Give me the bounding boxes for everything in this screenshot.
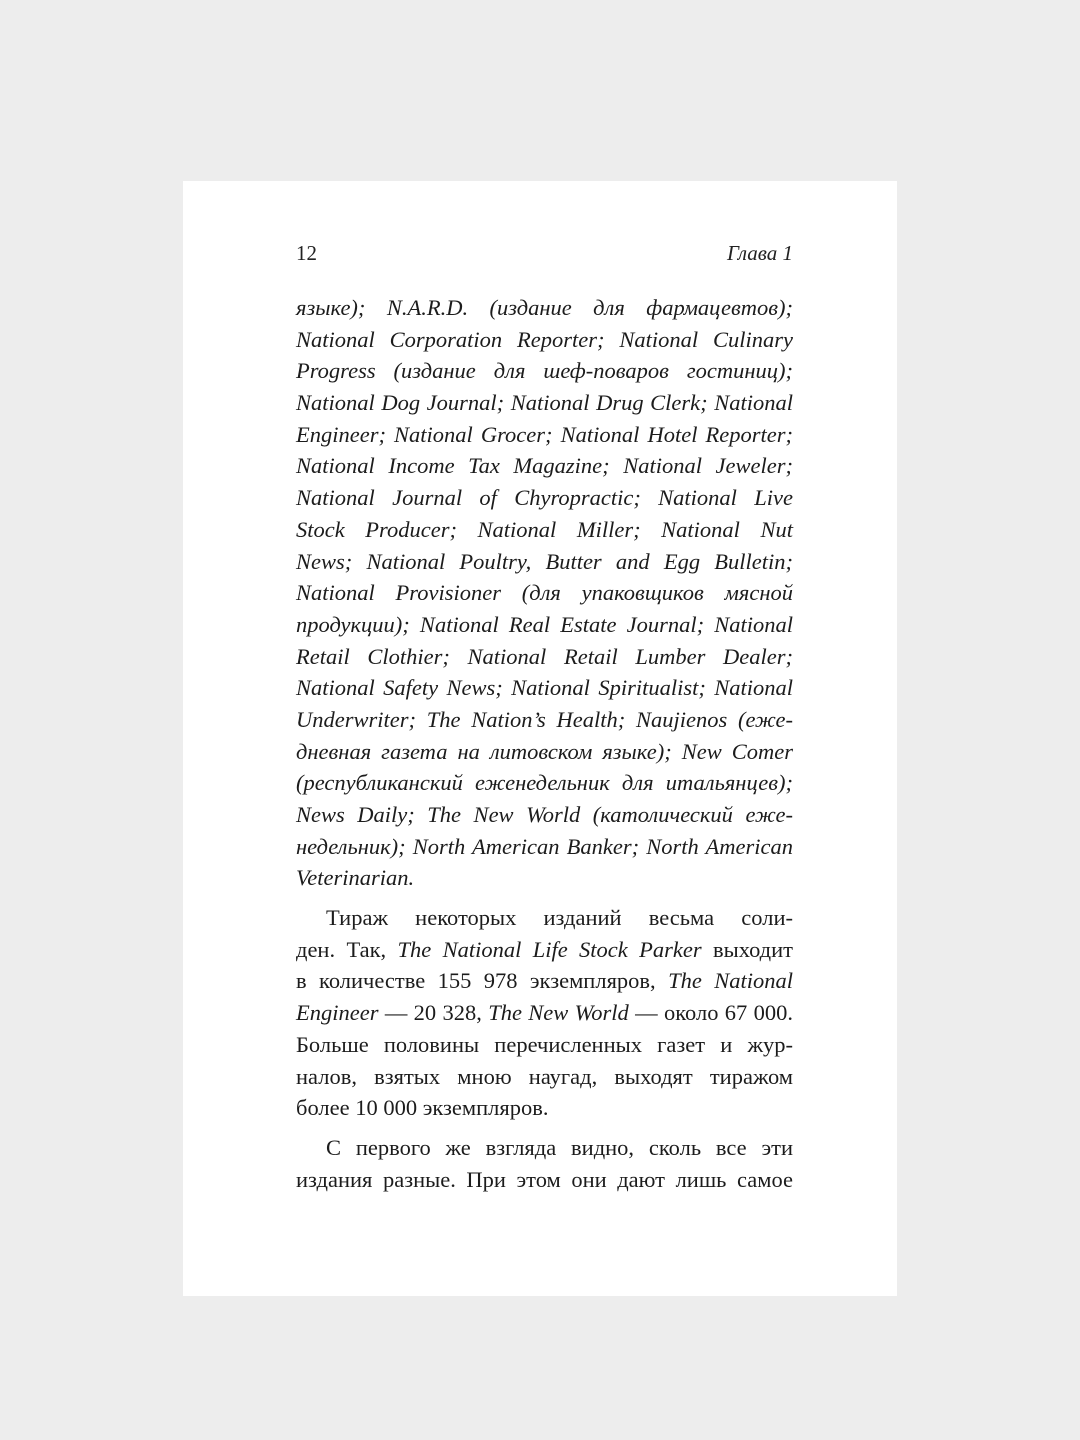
- text-line: News; National Poultry, Butter and Egg Bulletin;: [296, 548, 793, 574]
- publication-list: [296, 292, 793, 894]
- text-line: Тираж некоторых изданий весьма соли-: [326, 905, 793, 931]
- chapter-title: Глава 1: [727, 241, 793, 265]
- text-line: Stock Producer; National Miller; National Nut: [296, 516, 793, 542]
- body-text: [296, 292, 793, 1195]
- text-line: National Dog Journal; National Drug Clerk; National: [296, 390, 793, 416]
- text-line: Veterinarian.: [296, 865, 415, 891]
- text-line: National Safety News; National Spiritualist; National: [296, 675, 793, 701]
- text-line: National Provisioner (для упаковщиков мясной: [296, 580, 793, 606]
- text-line: языке); N.A.R.D. (издание для фармацевтов);: [296, 295, 793, 320]
- text-line: ден. Так, The National Life Stock Parker выходит: [296, 936, 794, 962]
- text-line: С первого же взгляда видно, сколь все эти: [326, 1134, 793, 1160]
- book-page: [183, 181, 897, 1296]
- text-line: Retail Clothier; National Retail Lumber Dealer;: [296, 643, 793, 669]
- text-line: (республиканский еженедельник для итальянцев);: [296, 770, 793, 796]
- running-head: [296, 241, 793, 273]
- text-line: National Income Tax Magazine; National Jeweler;: [296, 453, 793, 479]
- text-line: Underwriter; The Nation’s Health; Naujienos (еже-: [296, 706, 793, 732]
- text-line: Progress (издание для шеф-поваров гостиниц);: [296, 358, 793, 384]
- text-line: Engineer — 20 328, The New World — около 67 000.: [296, 1000, 793, 1026]
- text-line: недельник); North American Banker; North American: [296, 833, 793, 859]
- text-line: более 10 000 экземпляров.: [296, 1095, 549, 1121]
- text-line: Engineer; National Grocer; National Hotel Reporter;: [296, 421, 793, 447]
- text-line: издания разные. При этом они дают лишь самое: [296, 1166, 793, 1192]
- paragraph-diversity: [296, 1132, 793, 1195]
- text-line: продукции); National Real Estate Journal; National: [296, 611, 793, 637]
- paragraph-circulation: [296, 902, 793, 1124]
- text-line: налов, взятых мною наугад, выходят тиражом: [296, 1063, 793, 1089]
- text-line: дневная газета на литовском языке); New Comer: [296, 738, 793, 764]
- text-line: Больше половины перечисленных газет и жур-: [296, 1031, 793, 1057]
- text-line: в количестве 155 978 экземпляров, The National: [296, 968, 793, 994]
- text-line: National Corporation Reporter; National Culinary: [296, 326, 793, 352]
- page-number: 12: [296, 241, 317, 265]
- text-line: National Journal of Chyropractic; National Live: [296, 485, 793, 511]
- text-line: News Daily; The New World (католический еже-: [296, 802, 793, 827]
